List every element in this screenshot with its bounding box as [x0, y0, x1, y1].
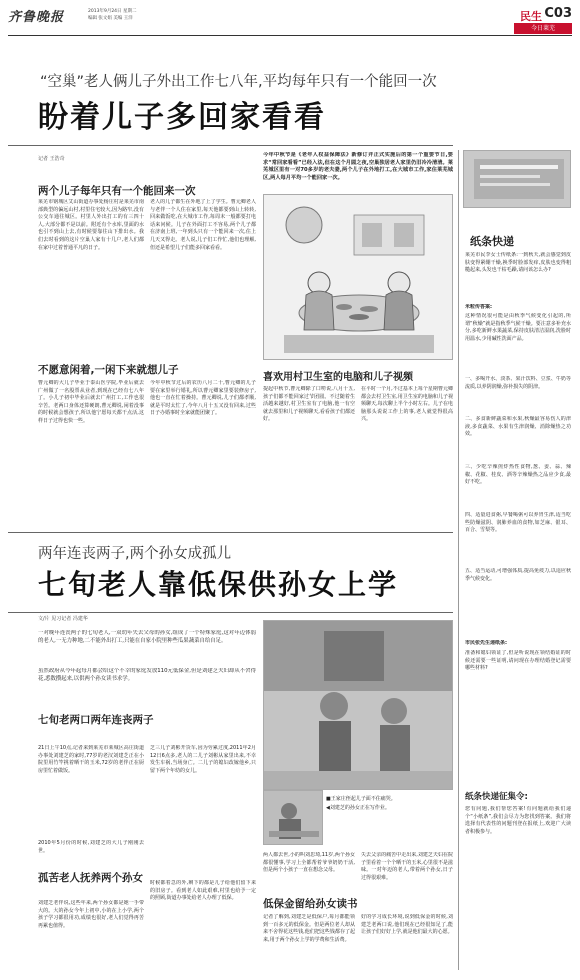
sidebar-tip: 三、少吃辛辣煎炸热性食物,葱、姜、蒜、辣椒、花椒、桂皮、酒等辛辣燥热之品应少食,最好不吃。	[465, 464, 571, 486]
story2-col1: 21日上午10点,记者来到莱芜市莱城区高庄街道办事处刘建芝的家时,77岁的老汉刘建芝正在小院里用竹竿挑着晒干的玉米,72岁的老伴正在厨房里忙着做饭。	[38, 745, 144, 774]
story1-col3: 曹元卿的大儿子毕业于泰山医学院,毕业后就去广州做了一名股票从业者,到现在已经有七八年了。小儿子初中毕业后就去广州打工,工作也很辛苦。老两口身体还算硬朗,曹元卿说,闲着没事的时候就会想孩子,所以他宁愿每天都干点活,这样日子过得也快一些。	[38, 380, 144, 424]
sidebar-question-1: 莱芜市民李女士传纸条:一到秋天,就会感觉到皮肤变得紧绷干燥,换季时脸部发痒,皮肤也变得粗糙起来,头发也干枯毛躁,请问该怎么办?	[465, 252, 571, 274]
sidebar-tip: 五、适当运动,可增强体质,提高免疫力,以适应秋季气候变化。	[465, 568, 571, 582]
story2-subhead-1: 七旬老两口两年连丧两子	[38, 714, 154, 726]
sidebar-tip: 四、适量进食粥,早餐喝粥可以养胃生津,适当吃些防燥滋阴、润肺养血的食物,如芝麻、银耳、百合、雪梨等。	[465, 512, 571, 534]
story2-col2: 芝三儿子刘彬开货车,因为劳累过度,2011年2月12日6点多,老人的二儿子刘彬从家里出来,不幸发生车祸,当场身亡。二儿子的媳妇改嫁他乡,只留下两个年幼的女儿。	[150, 745, 256, 774]
divider	[8, 532, 453, 533]
girl-writing-photo-icon	[264, 791, 323, 845]
story2-photo-caption-2: ◀刘建芝的孙女正在写作业。	[326, 805, 390, 811]
story1-kicker: “空巢”老人俩儿子外出工作七八年,平均每年只有一个能回一次	[40, 74, 437, 90]
story1-subhead-2: 不愿意闲着,一闲下来就想儿子	[38, 364, 179, 376]
story1-intro: 今年中秋节是《老年人权益保障法》新修订并正式实施后的第一个重要节日,要求“常回家看看”已经入法,但在这个月圆之夜,空巢独居老人家里仍旧冷冷清清。莱芜城区里有一对70多岁的老夫妻,两个儿子在外地打工,在大城市工作,家住莱芜城区,两人每月平均一个能回家一次。	[263, 152, 453, 181]
cartoon-illustration	[263, 194, 453, 360]
sidebar-reply: 这种情况很可能是由秋季气候变化引起的,所谓“秋燥”就是指秋季气候干燥。要注意多补充水分,多吃新鲜水果蔬菜,保持皮肤清洁湿润,洗脸时用温水,少用碱性洗面产品。	[465, 313, 571, 342]
issue-info	[88, 8, 136, 22]
issue-editors: 编辑 张文娟 美编 王洋	[88, 16, 133, 21]
section-tab: 今日莱芜	[514, 23, 572, 34]
sidebar-call-text: 您有问题,我们帮您答案!有问题就给我们递个“小纸条”,我们会尽力为您找到答案。我们将选择有代表性的问题刊登在报纸上,欢迎广大读者积极参与。	[465, 806, 571, 835]
story2-col8: 好的学习成长环境,说到低保金的时候,刘建芝老两口说,他们现在已经很知足了,能让孩子们好好上学,就是他们最大的心愿。	[361, 914, 453, 936]
sidebar-tip: 二、多食新鲜蔬菜和水果,秋燥最容易伤人的津液,多食蔬菜、水果有生津润燥、消除燥热之功效。	[465, 416, 571, 438]
section-name: 民生	[520, 10, 542, 23]
story2-col3: 两人都去世,小的叫刘思琦,11岁,两个孙女都很懂事,学习上全都帮着爷爷奶奶干活,但是两个小孩子一直在想念父母。	[263, 852, 355, 874]
sidebar-question-2-heading: 市民张先生递纸条:	[465, 640, 508, 646]
story2-col1b: 2010年5月份的时候,刘建芝的大儿子刚刚去世。	[38, 840, 144, 854]
story2-byline: 文/片 见习记者 冯建华	[38, 616, 88, 622]
story2-subhead-2: 孤苦老人抚养两个孙女	[38, 872, 143, 884]
story2-photo-caption-1: ■王家庄侄起儿子面不住痛哭。	[326, 796, 396, 802]
story2-col6: 时候都着急的外,剩下的都是儿子给他们留下来的旧房子。看到老人如此艰难,村里也给予一定的照顾,街道办事处给老人办理了低保。	[150, 880, 256, 902]
sidebar-photo	[463, 150, 571, 208]
sidebar-question-2: 准备和媳妇领证了,但是听说现在领结婚证的时候还需要一些证明,请问现在办理结婚登记需要哪些材料?	[465, 650, 571, 672]
story2-col5: 刘建芝老伴说,这些年来,两个孙女都是她一手带大的。大的孙女今年上初中,小的在上小学,两个孩子学习都很用功,成绩也很好,老人们觉得再苦再累也值得。	[38, 900, 144, 929]
photo-section-title: 喜欢用村卫生室的电脑和儿子视频	[263, 372, 413, 383]
story1-byline: 记者 王浩奇	[38, 156, 65, 162]
story1-headline: 盼着儿子多回家看看	[38, 100, 326, 135]
masthead	[8, 6, 572, 36]
story2-col4: 失去父亲的痛苦中走出来,刘建芝夫妇在院子里看着一个个晒干的玉米,心里很不是滋味。一对年迈的老人,带着两个孙女,日子过得很艰难。	[361, 852, 453, 881]
sidebar-call-heading: 纸条快递征集令:	[465, 792, 528, 802]
family-dinner-cartoon-icon	[264, 195, 453, 360]
story1-col4: 今年中秋节过后的农历八月二十,曹元卿的儿子要在家里举行婚礼,所以曹元卿家里要装修房子,他也一直在忙着操持。曹元卿说,儿子们都孝顺,就是平时太忙了,今年八月十五又没有回来,过些日子办婚事时全家就能团聚了。	[150, 380, 256, 417]
story2-subhead-3: 低保金留给孙女读书	[263, 898, 358, 910]
story1-col2: 老人的儿子都生在外地了上了学生。曹元卿老人与老伴一个人住在家里,每天他都要到山上转转,回来做饭吃,在大城市工作,每周末一般都要打电话来问候。儿子在外面打工不容易,两个儿子都在济南上班,一年到头只有一个能回来一次,住上几天又得走。老人说,儿子们工作忙,他们也理解,但还是希望儿子们能多回家看看。	[150, 199, 256, 251]
sidebar-tip: 一、多喝开水、淡茶、果汁饮料、豆浆、牛奶等流质,以养阴润燥,弥补损失的阴津。	[465, 376, 571, 390]
story2-lead: 一对晚年连丧两子的七旬老人,一双幼年失去父母的孙女,组成了一个特殊家庭,这对年迈体弱的老人,一无力种地,二不能外出打工,只能在自家小院里种些瓜果蔬菜自给自足。	[38, 630, 256, 644]
sidebar-tip-list	[465, 376, 571, 598]
newspaper-logo: 齐鲁晚报	[8, 10, 65, 25]
elderly-couple-photo-icon	[264, 621, 453, 790]
story2-headline: 七旬老人靠低保供孙女上学	[38, 568, 399, 601]
story1-col1: 莱芜市钢城区艾山街道办事处杨庄村是莱芜市南部典型的偏远山村,村里住宅较大,因为路窄,没有公交车通往城区。村里人外出打工的有三四十人,大部分都不是以前。附近有个水库,里面的水也引不到山上去,有时候要靠往山下排出水。我们去时看到的这片空巢人家有十几户,老人们都在家中过着普通平凡的日子。	[38, 199, 144, 251]
story1-col5: 提起中秋节,曹元卿除了口唠说,八月十五,孩子们都不能回家过节团圆。不过随着生活越来越好,村卫生室有了电脑,他一有空就去那里和儿子视频聊天,看看孩子们都还好。	[263, 386, 355, 423]
story2-col7: 记者了解到,刘建芝是低保户,每月都能领到一百多元的低保金。但是两位老人却从来不舍得花这些钱,他们把这些钱都存了起来,用于两个孙女上学的学费和生活费。	[263, 914, 355, 943]
story2-kicker: 两年连丧两子,两个孙女成孤儿	[38, 546, 232, 562]
story1-subhead-1: 两个儿子每年只有一个能回来一次	[38, 185, 196, 197]
sidebar-heading: 纸条快递	[470, 235, 514, 248]
issue-date: 2013年9月24日 星期二	[88, 9, 137, 14]
story2-photo-main	[263, 620, 453, 790]
story1-col6: 在平时一个月,不过基本上每个星期曹元卿都会去村卫生室,用卫生室的电脑和儿子视频聊天,每次聊上半个小时左右。儿子在电脑那头说说工作上的事,老人就觉得很高兴。	[361, 386, 453, 423]
sidebar-divider	[458, 150, 459, 970]
divider	[8, 612, 453, 613]
story2-lead-2: 虽然政府从今年起每月都会给这个不幸的家庭发放110元低保金,但是刘建芝夫妇却从不舍得花,悉数攒起来,以供两个孙女读书求学。	[38, 668, 256, 682]
divider	[8, 145, 453, 146]
story2-photo-small	[263, 790, 323, 845]
sidebar-reply-heading: 米粒传答案:	[465, 304, 493, 310]
page-number: C03	[544, 6, 572, 21]
sidebar-photo-icon	[464, 151, 571, 208]
